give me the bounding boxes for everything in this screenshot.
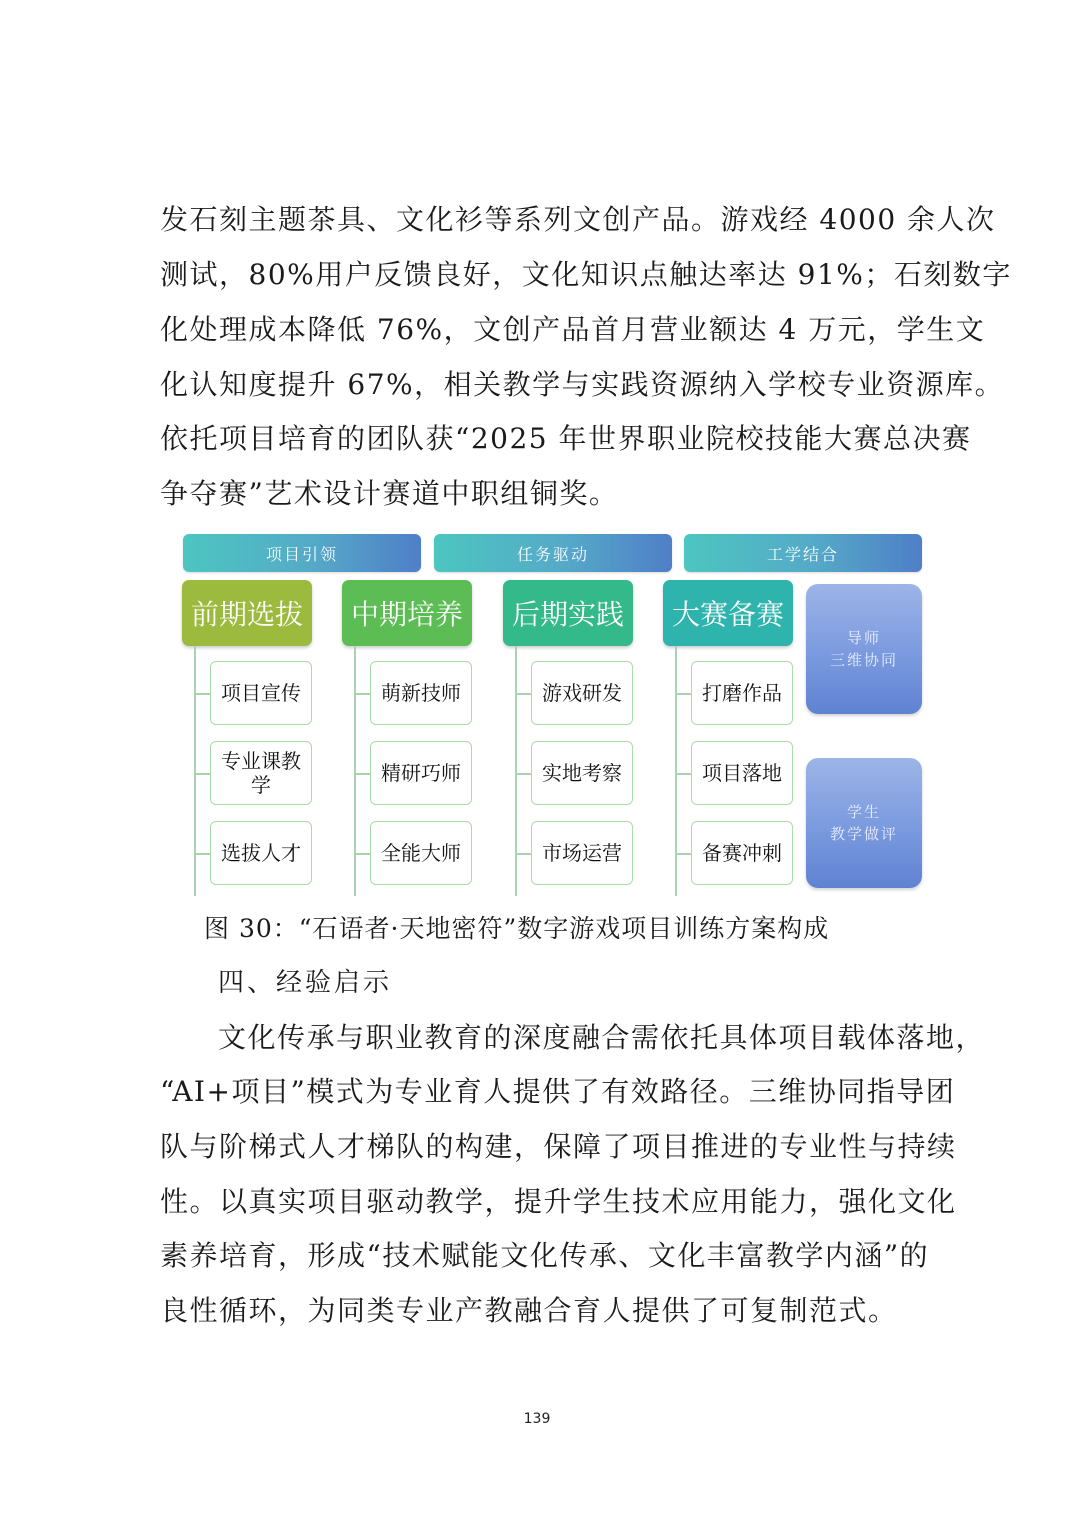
banner-project-lead: 项目引领	[183, 534, 421, 572]
side-box-line: 教学做评	[829, 825, 898, 843]
stage-item: 项目宣传	[210, 661, 312, 725]
stage-column-early	[182, 580, 312, 898]
connector-tick	[515, 853, 531, 855]
stage-title: 大赛备赛	[663, 580, 793, 646]
connector-tick	[515, 773, 531, 775]
side-box-line: 学生	[846, 803, 881, 821]
paragraph-line: 争夺赛”艺术设计赛道中职组铜奖。	[160, 477, 619, 510]
paragraph-line: 性。以真实项目驱动教学，提升学生技术应用能力，强化文化	[160, 1185, 957, 1218]
stage-item: 精研巧师	[370, 741, 472, 805]
paragraph-line: 化认知度提升 67%，相关教学与实践资源纳入学校专业资源库。	[160, 368, 1005, 401]
stage-item: 市场运营	[531, 821, 633, 885]
section-heading: 四、经验启示	[218, 968, 393, 998]
banner-work-study: 工学结合	[684, 534, 922, 572]
connector-tick	[675, 773, 691, 775]
paragraph-line: 队与阶梯式人才梯队的构建，保障了项目推进的专业性与持续	[160, 1130, 957, 1163]
stage-item: 专业课教学	[210, 741, 312, 805]
connector-tick	[354, 693, 370, 695]
banner-task-driven: 任务驱动	[434, 534, 672, 572]
stage-item: 实地考察	[531, 741, 633, 805]
paragraph-line: 测试，80%用户反馈良好，文化知识点触达率达 91%；石刻数字	[160, 258, 1012, 291]
stage-item: 打磨作品	[691, 661, 793, 725]
side-box-line: 导师	[846, 629, 881, 647]
stage-item: 游戏研发	[531, 661, 633, 725]
figure-caption: 图 30：“石语者·天地密符”数字游戏项目训练方案构成	[204, 914, 830, 943]
connector-tick	[675, 853, 691, 855]
connector-tick	[515, 693, 531, 695]
stage-column-middle	[342, 580, 472, 898]
stage-item: 萌新技师	[370, 661, 472, 725]
stage-title: 前期选拔	[182, 580, 312, 646]
paragraph-line: 依托项目培育的团队获“2025 年世界职业院校技能大赛总决赛	[160, 422, 972, 455]
connector-tick	[354, 773, 370, 775]
stage-title: 中期培养	[342, 580, 472, 646]
page-number: 139	[523, 1411, 551, 1427]
paragraph-line: 良性循环，为同类专业产教融合育人提供了可复制范式。	[160, 1294, 898, 1327]
side-box-mentor	[806, 584, 922, 714]
paragraph-line: 文化传承与职业教育的深度融合需依托具体项目载体落地，	[218, 1021, 986, 1054]
connector-tick	[675, 693, 691, 695]
stage-title: 后期实践	[503, 580, 633, 646]
connector-line	[194, 646, 196, 896]
paragraph-line: 化处理成本降低 76%，文创产品首月营业额达 4 万元，学生文	[160, 313, 986, 346]
connector-line	[515, 646, 517, 896]
stage-column-late	[503, 580, 633, 898]
stage-item: 项目落地	[691, 741, 793, 805]
side-box-student	[806, 758, 922, 888]
paragraph-line: “AI+项目”模式为专业育人提供了有效路径。三维协同指导团	[160, 1075, 956, 1108]
side-box-line: 三维协同	[829, 651, 898, 669]
connector-tick	[194, 773, 210, 775]
connector-tick	[194, 853, 210, 855]
connector-tick	[354, 853, 370, 855]
connector-tick	[194, 693, 210, 695]
paragraph-line: 素养培育，形成“技术赋能文化传承、文化丰富教学内涵”的	[160, 1239, 930, 1272]
paragraph-line: 发石刻主题茶具、文化衫等系列文创产品。游戏经 4000 余人次	[160, 203, 996, 236]
stage-item: 选拔人才	[210, 821, 312, 885]
connector-line	[675, 646, 677, 896]
stage-item: 备赛冲刺	[691, 821, 793, 885]
connector-line	[354, 646, 356, 896]
stage-item: 全能大师	[370, 821, 472, 885]
stage-column-competition	[663, 580, 793, 898]
